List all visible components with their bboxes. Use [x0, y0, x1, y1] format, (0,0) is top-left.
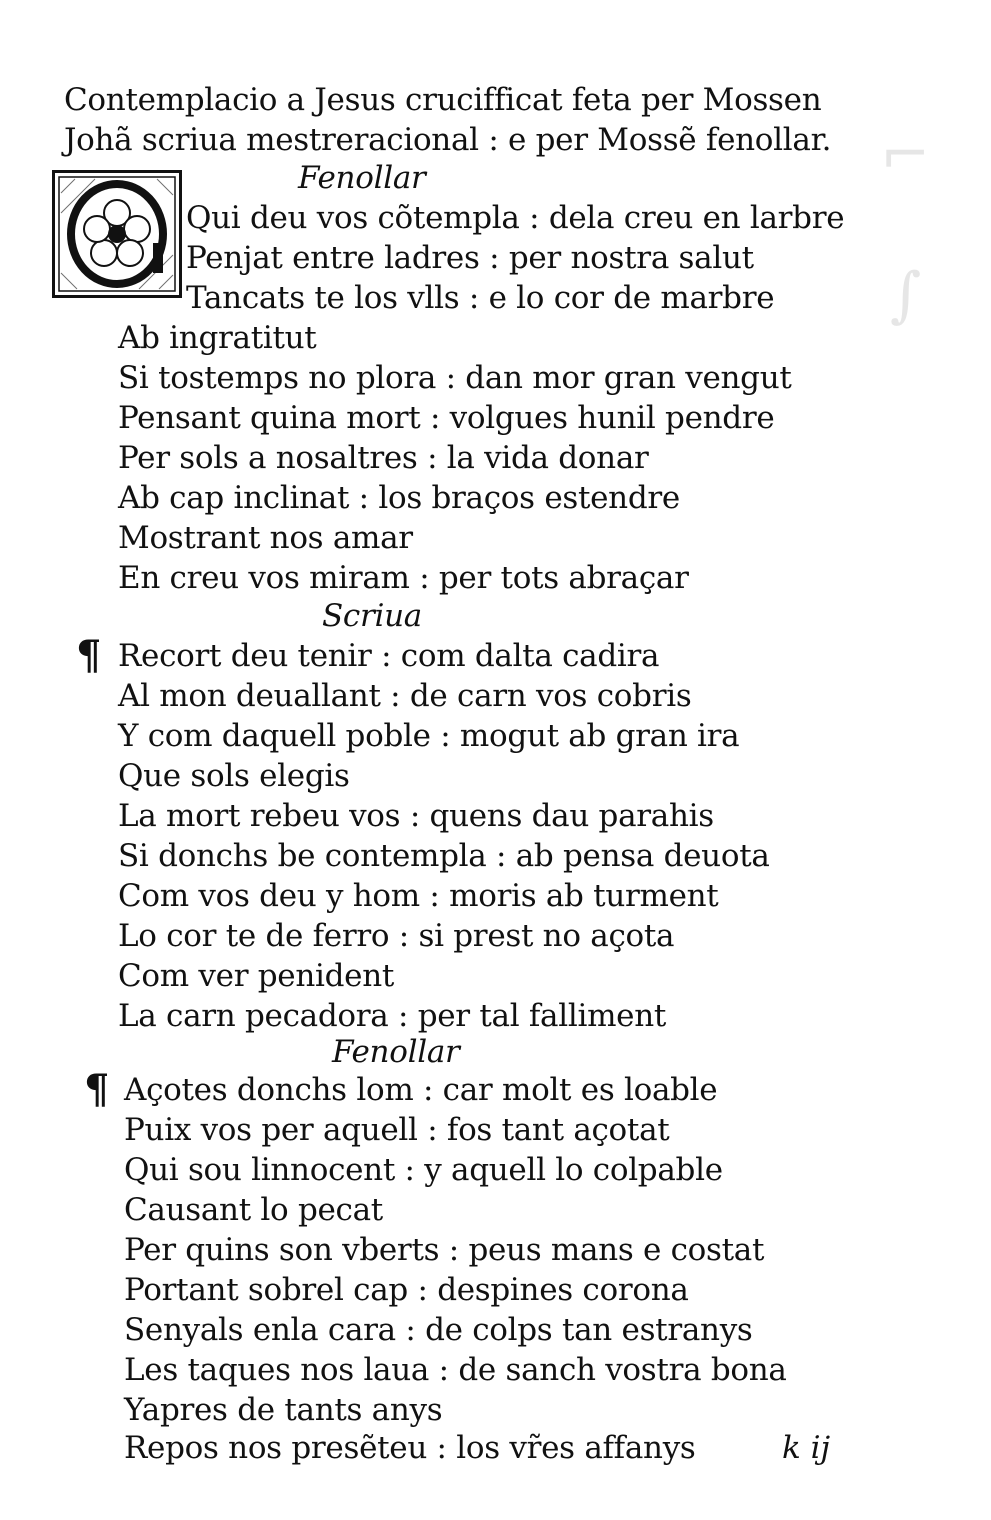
verse-line: Si donchs be contempla : ab pensa deuota	[118, 838, 770, 874]
speaker-heading: Fenollar	[332, 1034, 460, 1070]
verse-line: Repos nos presẽteu : los vr̃es affanys	[124, 1430, 696, 1466]
verse-line: En creu vos miram : per tots abraçar	[118, 560, 689, 596]
pilcrow-icon: ¶	[84, 1066, 110, 1113]
verse-line: La mort rebeu vos : quens dau parahis	[118, 798, 714, 834]
verse-line: Pensant quina mort : volgues hunil pendre	[118, 400, 775, 436]
verse-line: Lo cor te de ferro : si prest no açota	[118, 918, 675, 954]
verse-line: Yapres de tants anys	[124, 1392, 443, 1428]
speaker-heading: Scriua	[322, 598, 422, 634]
verse-line: Al mon deuallant : de carn vos cobris	[118, 678, 692, 714]
verse-line: Les taques nos laua : de sanch vostra bona	[124, 1352, 787, 1388]
verse-line: Qui sou linnocent : y aquell lo colpable	[124, 1152, 723, 1188]
speaker-heading: Fenollar	[298, 160, 426, 196]
verse-line: Per quins son vberts : peus mans e costat	[124, 1232, 765, 1268]
verse-line: Qui deu vos cõtempla : dela creu en larbre	[186, 200, 845, 236]
verse-line: Per sols a nosaltres : la vida donar	[118, 440, 649, 476]
verse-line: Senyals enla cara : de colps tan estranys	[124, 1312, 753, 1348]
title-line-2: Johã scriua mestreracional : e per Mossẽ fenollar.	[64, 122, 832, 158]
verse-line: Com ver penident	[118, 958, 395, 994]
verse-line: Ab ingratitut	[118, 320, 317, 356]
verse-line: Açotes donchs lom : car molt es loable	[124, 1072, 718, 1108]
verse-line: Y com daquell poble : mogut ab gran ira	[118, 718, 740, 754]
verse-line: Recort deu tenir : com dalta cadira	[118, 638, 660, 674]
verse-line: Puix vos per aquell : fos tant açotat	[124, 1112, 670, 1148]
verse-line: La carn pecadora : per tal falliment	[118, 998, 667, 1034]
bleed-through-mark: ⌐	[880, 120, 931, 190]
signature-mark: k ij	[782, 1430, 831, 1466]
verse-line: Portant sobrel cap : despines corona	[124, 1272, 689, 1308]
verse-line: Causant lo pecat	[124, 1192, 383, 1228]
verse-line: Penjat entre ladres : per nostra salut	[186, 240, 754, 276]
verse-line: Que sols elegis	[118, 758, 350, 794]
verse-line: Mostrant nos amar	[118, 520, 413, 556]
verse-line: Si tostemps no plora : dan mor gran vengut	[118, 360, 792, 396]
ornamental-initial-flower-icon	[52, 170, 182, 298]
verse-line: Com vos deu y hom : moris ab turment	[118, 878, 719, 914]
title-line-1: Contemplacio a Jesus crucifficat feta per Mossen	[64, 82, 822, 118]
pilcrow-icon: ¶	[76, 632, 102, 679]
bleed-through-mark: ∫	[890, 260, 922, 330]
verse-line: Tancats te los vlls : e lo cor de marbre	[186, 280, 775, 316]
verse-line: Ab cap inclinat : los braços estendre	[118, 480, 680, 516]
